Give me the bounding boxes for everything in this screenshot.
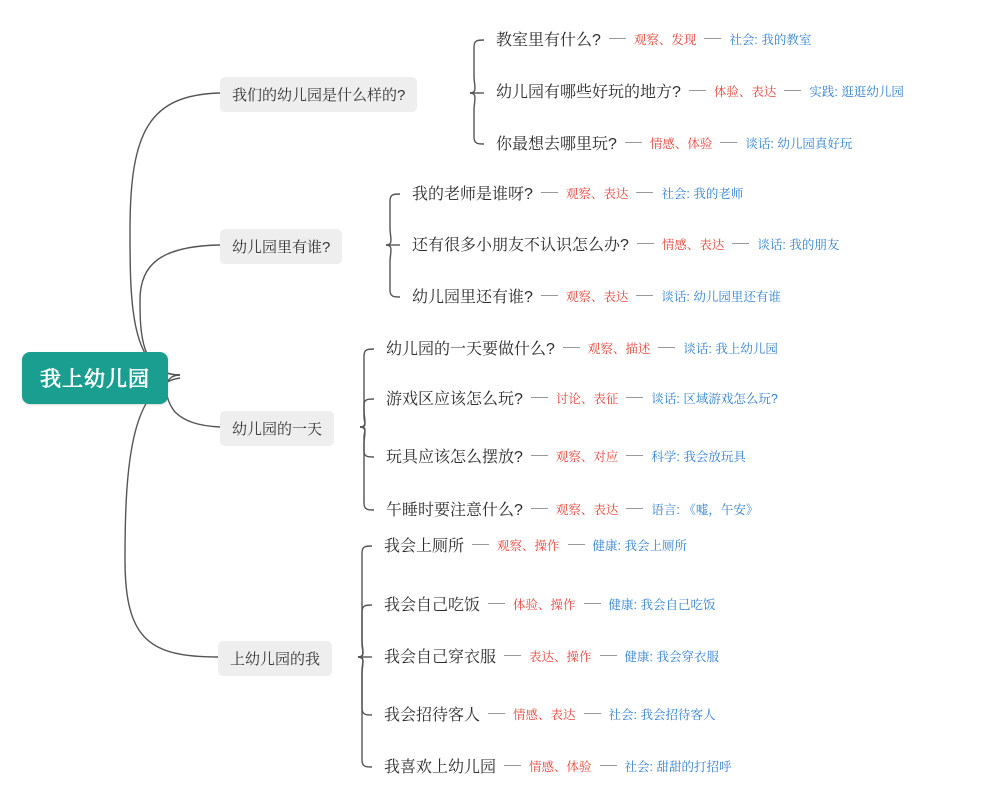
leaf-activity: 社会: 甜甜的打招呼: [624, 759, 732, 774]
leaf-skill: 情感、体验: [529, 759, 592, 774]
leaf-skill: 体验、表达: [713, 84, 777, 99]
leaf-divider: [541, 295, 558, 296]
leaf-divider: [784, 90, 801, 91]
leaf-activity: 社会: 我会招待客人: [608, 707, 716, 722]
leaf-node[interactable]: [384, 533, 687, 556]
leaf-node[interactable]: [496, 27, 811, 50]
leaf-divider: [504, 765, 521, 766]
leaf-divider: [626, 508, 643, 509]
leaf-divider: [626, 397, 643, 398]
leaf-divider: [704, 38, 721, 39]
leaf-skill: 观察、表达: [565, 186, 629, 201]
leaf-node[interactable]: [384, 702, 715, 725]
branch-node-3[interactable]: 幼儿园的一天: [220, 411, 334, 446]
leaf-activity: 谈话: 幼儿园里还有谁: [661, 289, 781, 304]
leaf-skill: 观察、发现: [633, 32, 697, 47]
leaf-divider: [637, 243, 654, 244]
leaf-title: 我喜欢上幼儿园: [384, 759, 497, 776]
leaf-divider: [563, 347, 580, 348]
leaf-skill: 情感、表达: [661, 237, 725, 252]
leaf-title: 幼儿园的一天要做什么?: [386, 341, 555, 358]
leaf-divider: [720, 142, 737, 143]
leaf-divider: [488, 603, 505, 604]
leaf-node[interactable]: [384, 754, 731, 777]
leaf-skill: 观察、表达: [565, 289, 629, 304]
leaf-node[interactable]: [386, 386, 778, 409]
leaf-divider: [658, 347, 675, 348]
leaf-title: 我会招待客人: [384, 707, 481, 724]
leaf-title: 你最想去哪里玩?: [496, 136, 617, 153]
leaf-node[interactable]: [412, 232, 839, 255]
leaf-divider: [531, 397, 548, 398]
leaf-divider: [625, 142, 642, 143]
leaf-activity: 社会: 我的老师: [661, 186, 744, 201]
leaf-skill: 体验、操作: [513, 597, 576, 612]
leaf-divider: [626, 455, 643, 456]
leaf-title: 我会自己吃饭: [384, 597, 481, 614]
leaf-title: 幼儿园有哪些好玩的地方?: [496, 84, 681, 101]
leaf-divider: [472, 544, 489, 545]
branch-node-2[interactable]: 幼儿园里有谁?: [220, 229, 342, 264]
leaf-title: 我的老师是谁呀?: [412, 186, 533, 203]
leaf-activity: 谈话: 区域游戏怎么玩?: [651, 391, 778, 406]
leaf-title: 还有很多小朋友不认识怎么办?: [412, 237, 629, 254]
leaf-title: 我会上厕所: [384, 538, 465, 555]
leaf-divider: [584, 713, 601, 714]
leaf-divider: [600, 765, 617, 766]
branch-node-1[interactable]: 我们的幼儿园是什么样的?: [220, 77, 417, 112]
leaf-node[interactable]: [412, 284, 781, 307]
leaf-skill: 情感、表达: [513, 707, 576, 722]
leaf-node[interactable]: [496, 131, 852, 154]
leaf-divider: [568, 544, 585, 545]
branch-node-4[interactable]: 上幼儿园的我: [218, 641, 332, 676]
leaf-activity: 科学: 我会放玩具: [651, 449, 746, 464]
leaf-skill: 观察、操作: [497, 538, 560, 553]
leaf-activity: 健康: 我会自己吃饭: [608, 597, 716, 612]
leaf-title: 午睡时要注意什么?: [386, 502, 523, 519]
leaf-node[interactable]: [386, 336, 778, 359]
leaf-node[interactable]: [496, 79, 904, 102]
leaf-node[interactable]: [384, 644, 719, 667]
leaf-node[interactable]: [386, 497, 758, 520]
leaf-activity: 实践: 逛逛幼儿园: [809, 84, 904, 99]
leaf-title: 教室里有什么?: [496, 32, 601, 49]
leaf-divider: [488, 713, 505, 714]
leaf-activity: 谈话: 我的朋友: [757, 237, 840, 252]
leaf-activity: 健康: 我会穿衣服: [624, 649, 719, 664]
leaf-node[interactable]: [384, 592, 715, 615]
leaf-divider: [609, 38, 626, 39]
leaf-activity: 谈话: 幼儿园真好玩: [745, 136, 853, 151]
leaf-divider: [584, 603, 601, 604]
leaf-divider: [636, 295, 653, 296]
leaf-divider: [600, 655, 617, 656]
leaf-activity: 社会: 我的教室: [729, 32, 812, 47]
leaf-divider: [636, 192, 653, 193]
leaf-title: 幼儿园里还有谁?: [412, 289, 533, 306]
leaf-skill: 观察、表达: [555, 502, 619, 517]
leaf-skill: 观察、对应: [555, 449, 619, 464]
leaf-title: 玩具应该怎么摆放?: [386, 449, 523, 466]
leaf-divider: [531, 508, 548, 509]
leaf-skill: 表达、操作: [529, 649, 592, 664]
root-node[interactable]: 我上幼儿园: [22, 352, 168, 404]
leaf-divider: [732, 243, 749, 244]
leaf-activity: 健康: 我会上厕所: [592, 538, 687, 553]
leaf-title: 我会自己穿衣服: [384, 649, 497, 666]
leaf-divider: [689, 90, 706, 91]
leaf-skill: 观察、描述: [587, 341, 651, 356]
leaf-skill: 讨论、表征: [555, 391, 619, 406]
leaf-activity: 谈话: 我上幼儿园: [683, 341, 778, 356]
leaf-node[interactable]: [412, 181, 743, 204]
leaf-title: 游戏区应该怎么玩?: [386, 391, 523, 408]
leaf-divider: [531, 455, 548, 456]
leaf-activity: 语言: 《嘘，午安》: [651, 502, 759, 517]
leaf-divider: [504, 655, 521, 656]
leaf-skill: 情感、体验: [649, 136, 713, 151]
leaf-node[interactable]: [386, 444, 746, 467]
leaf-divider: [541, 192, 558, 193]
